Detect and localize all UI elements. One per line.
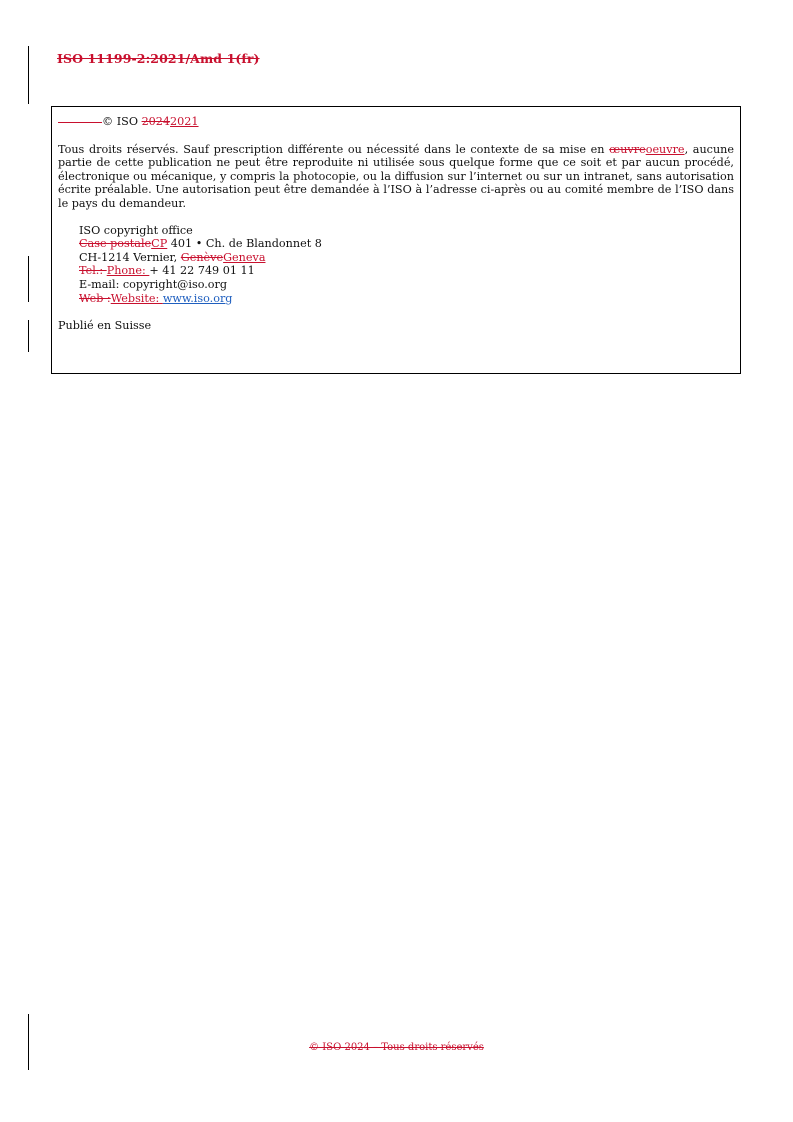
city-prefix: CH-1214 Vernier,	[79, 250, 181, 264]
change-bar	[28, 320, 29, 352]
change-bar	[28, 256, 29, 302]
street: 401 • Ch. de Blandonnet 8	[167, 237, 322, 251]
copyright-line	[58, 115, 734, 129]
deleted-phone-label: Tel.:	[79, 264, 107, 278]
deleted-word: œuvre	[609, 142, 646, 156]
inserted-web-label: Website:	[110, 291, 163, 305]
inserted-box: CP	[151, 237, 168, 251]
inserted-phone-label: Phone:	[106, 264, 150, 278]
copyright-symbol: © ISO	[102, 115, 142, 128]
office-name: ISO copyright office	[79, 223, 193, 237]
website-link[interactable]: www.iso.org	[162, 291, 233, 305]
copyright-box	[51, 106, 741, 374]
published-in: Publié en Suisse	[58, 319, 152, 333]
deleted-box: Case postale	[79, 237, 152, 251]
phone-number: + 41 22 749 01 11	[149, 264, 255, 278]
phone-line	[79, 264, 734, 278]
deleted-year: 2024	[141, 115, 171, 128]
deleted-web-label: Web :	[79, 291, 111, 305]
web-line	[79, 292, 734, 306]
rights-paragraph	[58, 143, 734, 211]
deleted-city: Genève	[180, 250, 224, 264]
address-block	[79, 224, 734, 306]
city-line	[79, 251, 734, 265]
inserted-city: Geneva	[223, 250, 266, 264]
postal-box-line	[79, 237, 734, 251]
email-line: E-mail: copyright@iso.org	[79, 277, 228, 291]
change-bar	[28, 46, 29, 104]
rights-text-start: Tous droits réservés. Sauf prescription différente ou nécessité dans le contexte de sa mise en	[58, 142, 610, 156]
page-footer: © ISO 2024 – Tous droits réservés	[309, 1042, 484, 1053]
inserted-word: oeuvre	[645, 142, 685, 156]
document-reference: ISO 11199-2:2021/Amd 1(fr)	[57, 51, 260, 66]
rights-text-end: , aucune partie de cette publication ne peut être reproduite ni utilisée sous quelque forme que ce soit et par aucun procédé, électronique ou mécanique, y compris la photocopie, ou la diffusion sur l’internet ou sur un intranet, sans autorisation écrite préalable. Une autorisation peut être demandée à l’ISO à l’adresse ci-après ou au comité membre de l’ISO dans le pays du demandeur.	[58, 142, 734, 210]
inserted-year: 2021	[170, 115, 199, 128]
deleted-dash	[58, 122, 102, 123]
